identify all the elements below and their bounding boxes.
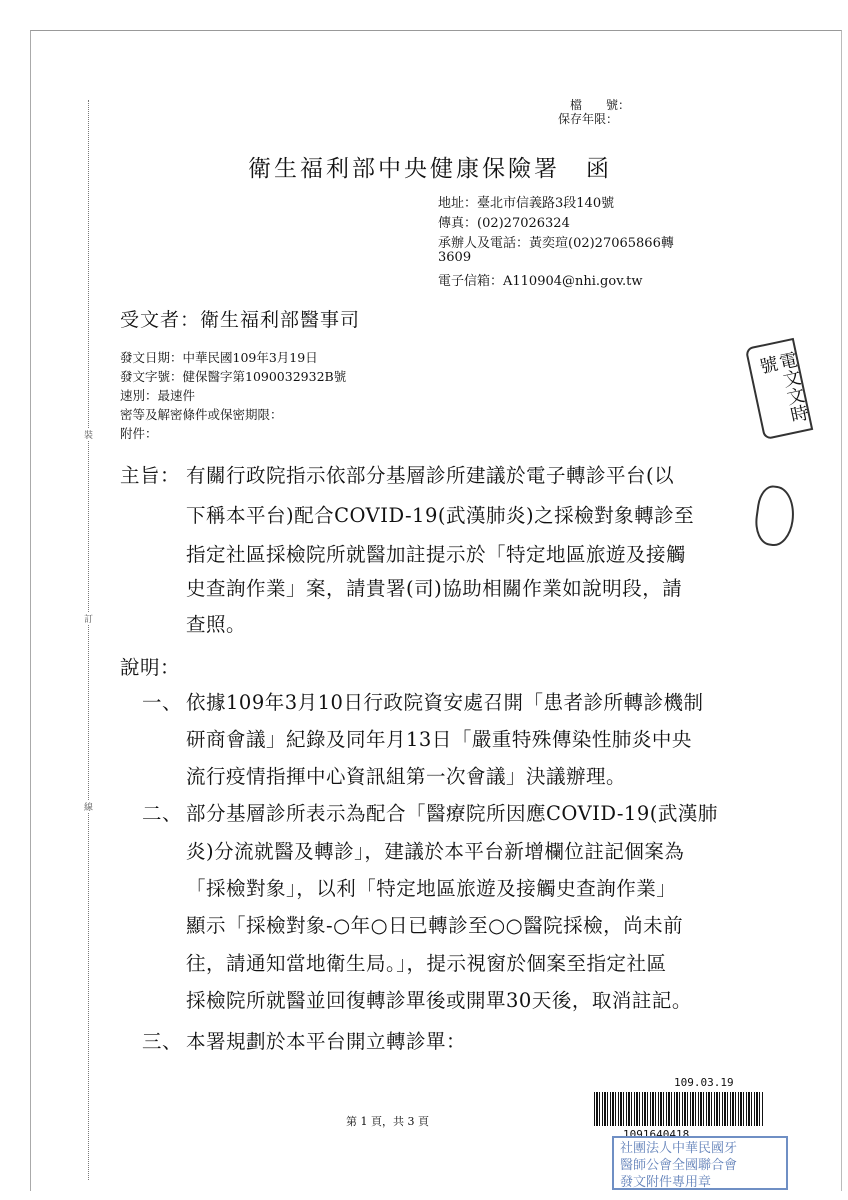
stamp-line: 醫師公會全國聯合會 — [620, 1158, 738, 1173]
attachment: 附件： — [120, 426, 158, 441]
subject-label: 主旨： — [120, 464, 181, 487]
margin-mark-bind: 裝 — [84, 428, 93, 441]
item-line: 流行疫情指揮中心資訊組第一次會議」決議辦理。 — [186, 765, 627, 788]
item-line: 「採檢對象」，以利「特定地區旅遊及接觸史查詢作業」 — [186, 877, 677, 900]
file-no-label: 檔 號： — [570, 98, 631, 112]
recipient: 受文者：衛生福利部醫事司 — [120, 309, 361, 331]
retention-label: 保存年限： — [558, 112, 619, 126]
doc-number: 發文字號：健保醫字第1090032932B號 — [120, 369, 347, 384]
secrecy: 密等及解密條件或保密期限： — [120, 407, 283, 422]
association-stamp — [612, 1136, 788, 1190]
item-line: 本署規劃於本平台開立轉診單： — [186, 1030, 467, 1053]
item-line: 炎)分流就醫及轉診」，建議於本平台新增欄位註記個案為 — [186, 840, 685, 863]
subject-line: 指定社區採檢院所就醫加註提示於「特定地區旅遊及接觸 — [186, 543, 687, 566]
subject-line: 有關行政院指示依部分基層診所建議於電子轉診平台(以 — [186, 464, 675, 487]
binding-line — [88, 100, 89, 1180]
speed: 速別：最速件 — [120, 388, 196, 403]
margin-mark-line: 線 — [84, 800, 93, 813]
item-line: 採檢院所就醫並回復轉診單後或開單30天後，取消註記。 — [186, 989, 692, 1012]
item-line: 往，請通知當地衛生局。」，提示視窗於個案至指定社區 — [186, 952, 667, 975]
issue-date: 發文日期：中華民國109年3月19日 — [120, 350, 318, 365]
sender-address: 地址：臺北市信義路3段140號 — [438, 196, 615, 211]
item-line: 顯示「採檢對象-○年○日已轉診至○○醫院採檢，尚未前 — [186, 914, 684, 937]
sender-contact: 承辦人及電話：黃奕瑄(02)27065866轉 — [438, 236, 674, 251]
stamp-line: 社團法人中華民國牙 — [620, 1141, 738, 1156]
item-number: 二、 — [142, 802, 183, 825]
explanation-label: 說明： — [120, 656, 181, 679]
item-number: 一、 — [142, 691, 183, 714]
item-line: 依據109年3月10日行政院資安處召開「患者診所轉診機制 — [186, 691, 704, 714]
sender-email: 電子信箱：A110904@nhi.gov.tw — [438, 274, 643, 289]
receipt-stamp-text: 電文文時號 — [755, 349, 811, 425]
sender-contact-ext: 3609 — [438, 250, 472, 265]
barcode-date: 109.03.19 — [674, 1076, 734, 1089]
document-page — [30, 30, 842, 1191]
stamp-line: 發文附件專用章 — [620, 1175, 712, 1190]
item-number: 三、 — [142, 1030, 183, 1053]
barcode — [594, 1092, 764, 1126]
margin-mark-staple: 訂 — [84, 612, 93, 625]
sender-fax: 傳真：(02)27026324 — [438, 216, 570, 231]
item-line: 部分基層診所表示為配合「醫療院所因應COVID-19(武漢肺 — [186, 802, 718, 825]
subject-line: 史查詢作業」案，請貴署(司)協助相關作業如說明段，請 — [186, 577, 683, 600]
item-line: 研商會議」紀錄及同年月13日「嚴重特殊傳染性肺炎中央 — [186, 728, 692, 751]
page-footer: 第 1 頁，共 3 頁 — [346, 1115, 429, 1128]
subject-line: 查照。 — [186, 613, 247, 636]
barcode-number: 1091640418 — [623, 1128, 690, 1141]
subject-line: 下稱本平台)配合COVID-19(武漢肺炎)之採檢對象轉診至 — [186, 504, 695, 527]
document-title: 衛生福利部中央健康保險署 函 — [248, 156, 612, 182]
